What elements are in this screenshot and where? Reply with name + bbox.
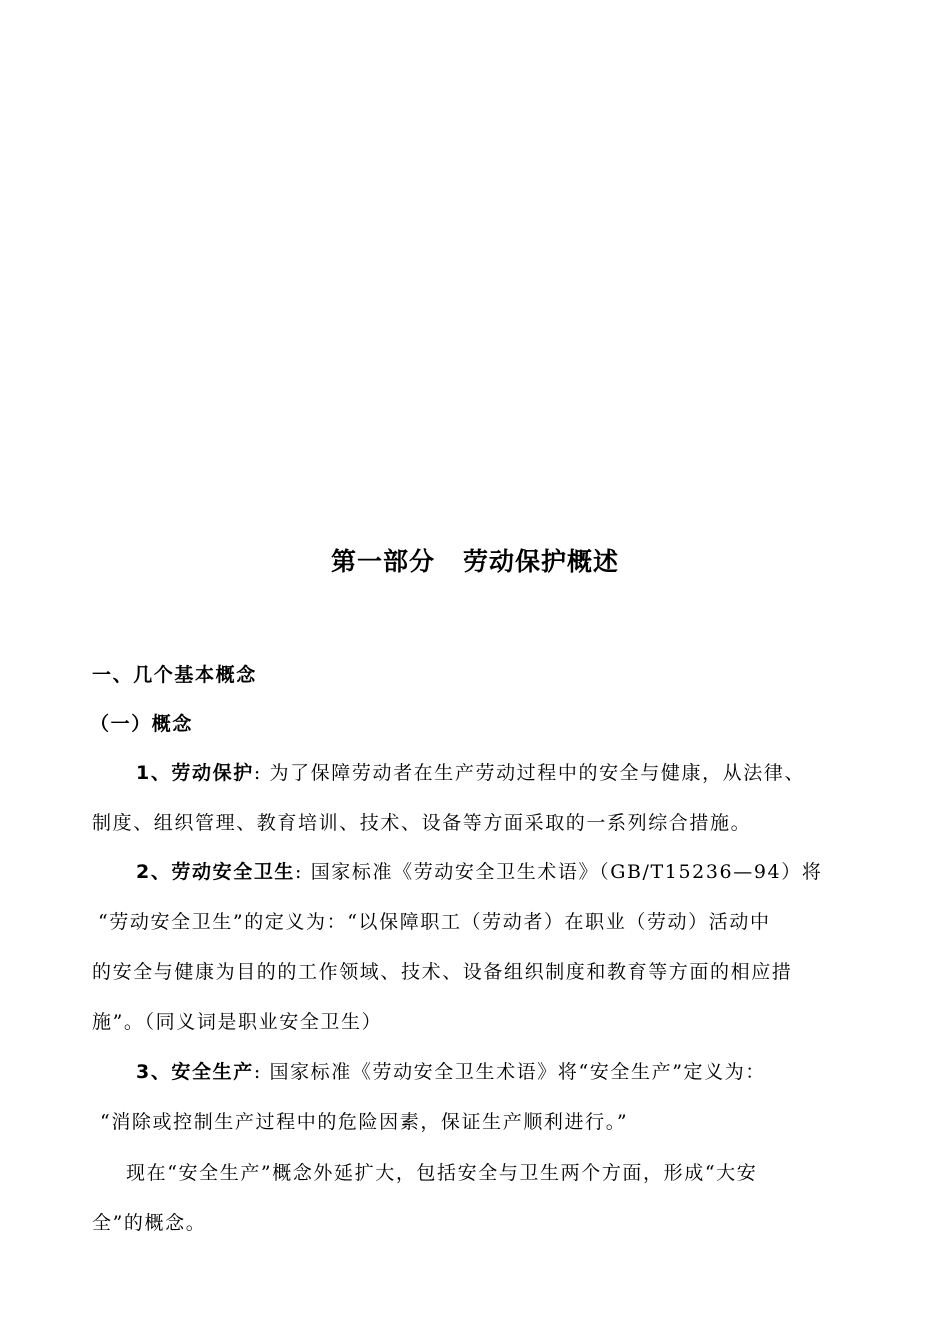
item-3-line-1 xyxy=(136,1057,916,1087)
item-2-line-1 xyxy=(136,857,916,887)
item-2-text-1: 国家标准《劳动安全卫生术语》（GB/T15236—94）将 xyxy=(310,861,823,883)
item-1-line-1 xyxy=(136,758,916,788)
title-name: 劳动保护概述 xyxy=(463,547,620,576)
item-2-line-3: 的安全与健康为目的的工作领域、技术、设备组织制度和教育等方面的相应措 xyxy=(92,961,793,983)
item-3-colon: : xyxy=(253,1061,262,1083)
paragraph-line-1: 现在“安全生产”概念外延扩大，包括安全与卫生两个方面，形成“大安 xyxy=(126,1162,758,1184)
item-2-line-2: “劳动安全卫生”的定义为：“以保障职工（劳动者）在职业（劳动）活动中 xyxy=(98,911,771,933)
item-3-text-1: 国家标准《劳动安全卫生术语》将“安全生产”定义为： xyxy=(269,1061,766,1083)
item-2-line-4: 施”。（同义词是职业安全卫生） xyxy=(92,1011,383,1033)
page-title xyxy=(0,544,950,580)
item-3-line-2: “消除或控制生产过程中的危险因素，保证生产顺利进行。” xyxy=(100,1111,629,1133)
sub-heading: （一）概念 xyxy=(90,713,194,735)
item-2-colon: : xyxy=(295,861,304,883)
item-3-term: 3、安全生产 xyxy=(136,1061,254,1083)
item-1-term: 1、劳动保护 xyxy=(136,762,254,784)
paragraph-line-2: 全”的概念。 xyxy=(92,1212,207,1234)
item-1-colon: : xyxy=(253,762,262,784)
item-1-text-1: 为了保障劳动者在生产劳动过程中的安全与健康，从法律、 xyxy=(269,762,806,784)
section-heading: 一、几个基本概念 xyxy=(92,664,257,686)
item-2-term: 2、劳动安全卫生 xyxy=(136,861,296,883)
item-1-line-2: 制度、组织管理、教育培训、技术、设备等方面采取的一系列综合措施。 xyxy=(92,812,752,834)
title-part: 第一部分 xyxy=(330,547,435,576)
